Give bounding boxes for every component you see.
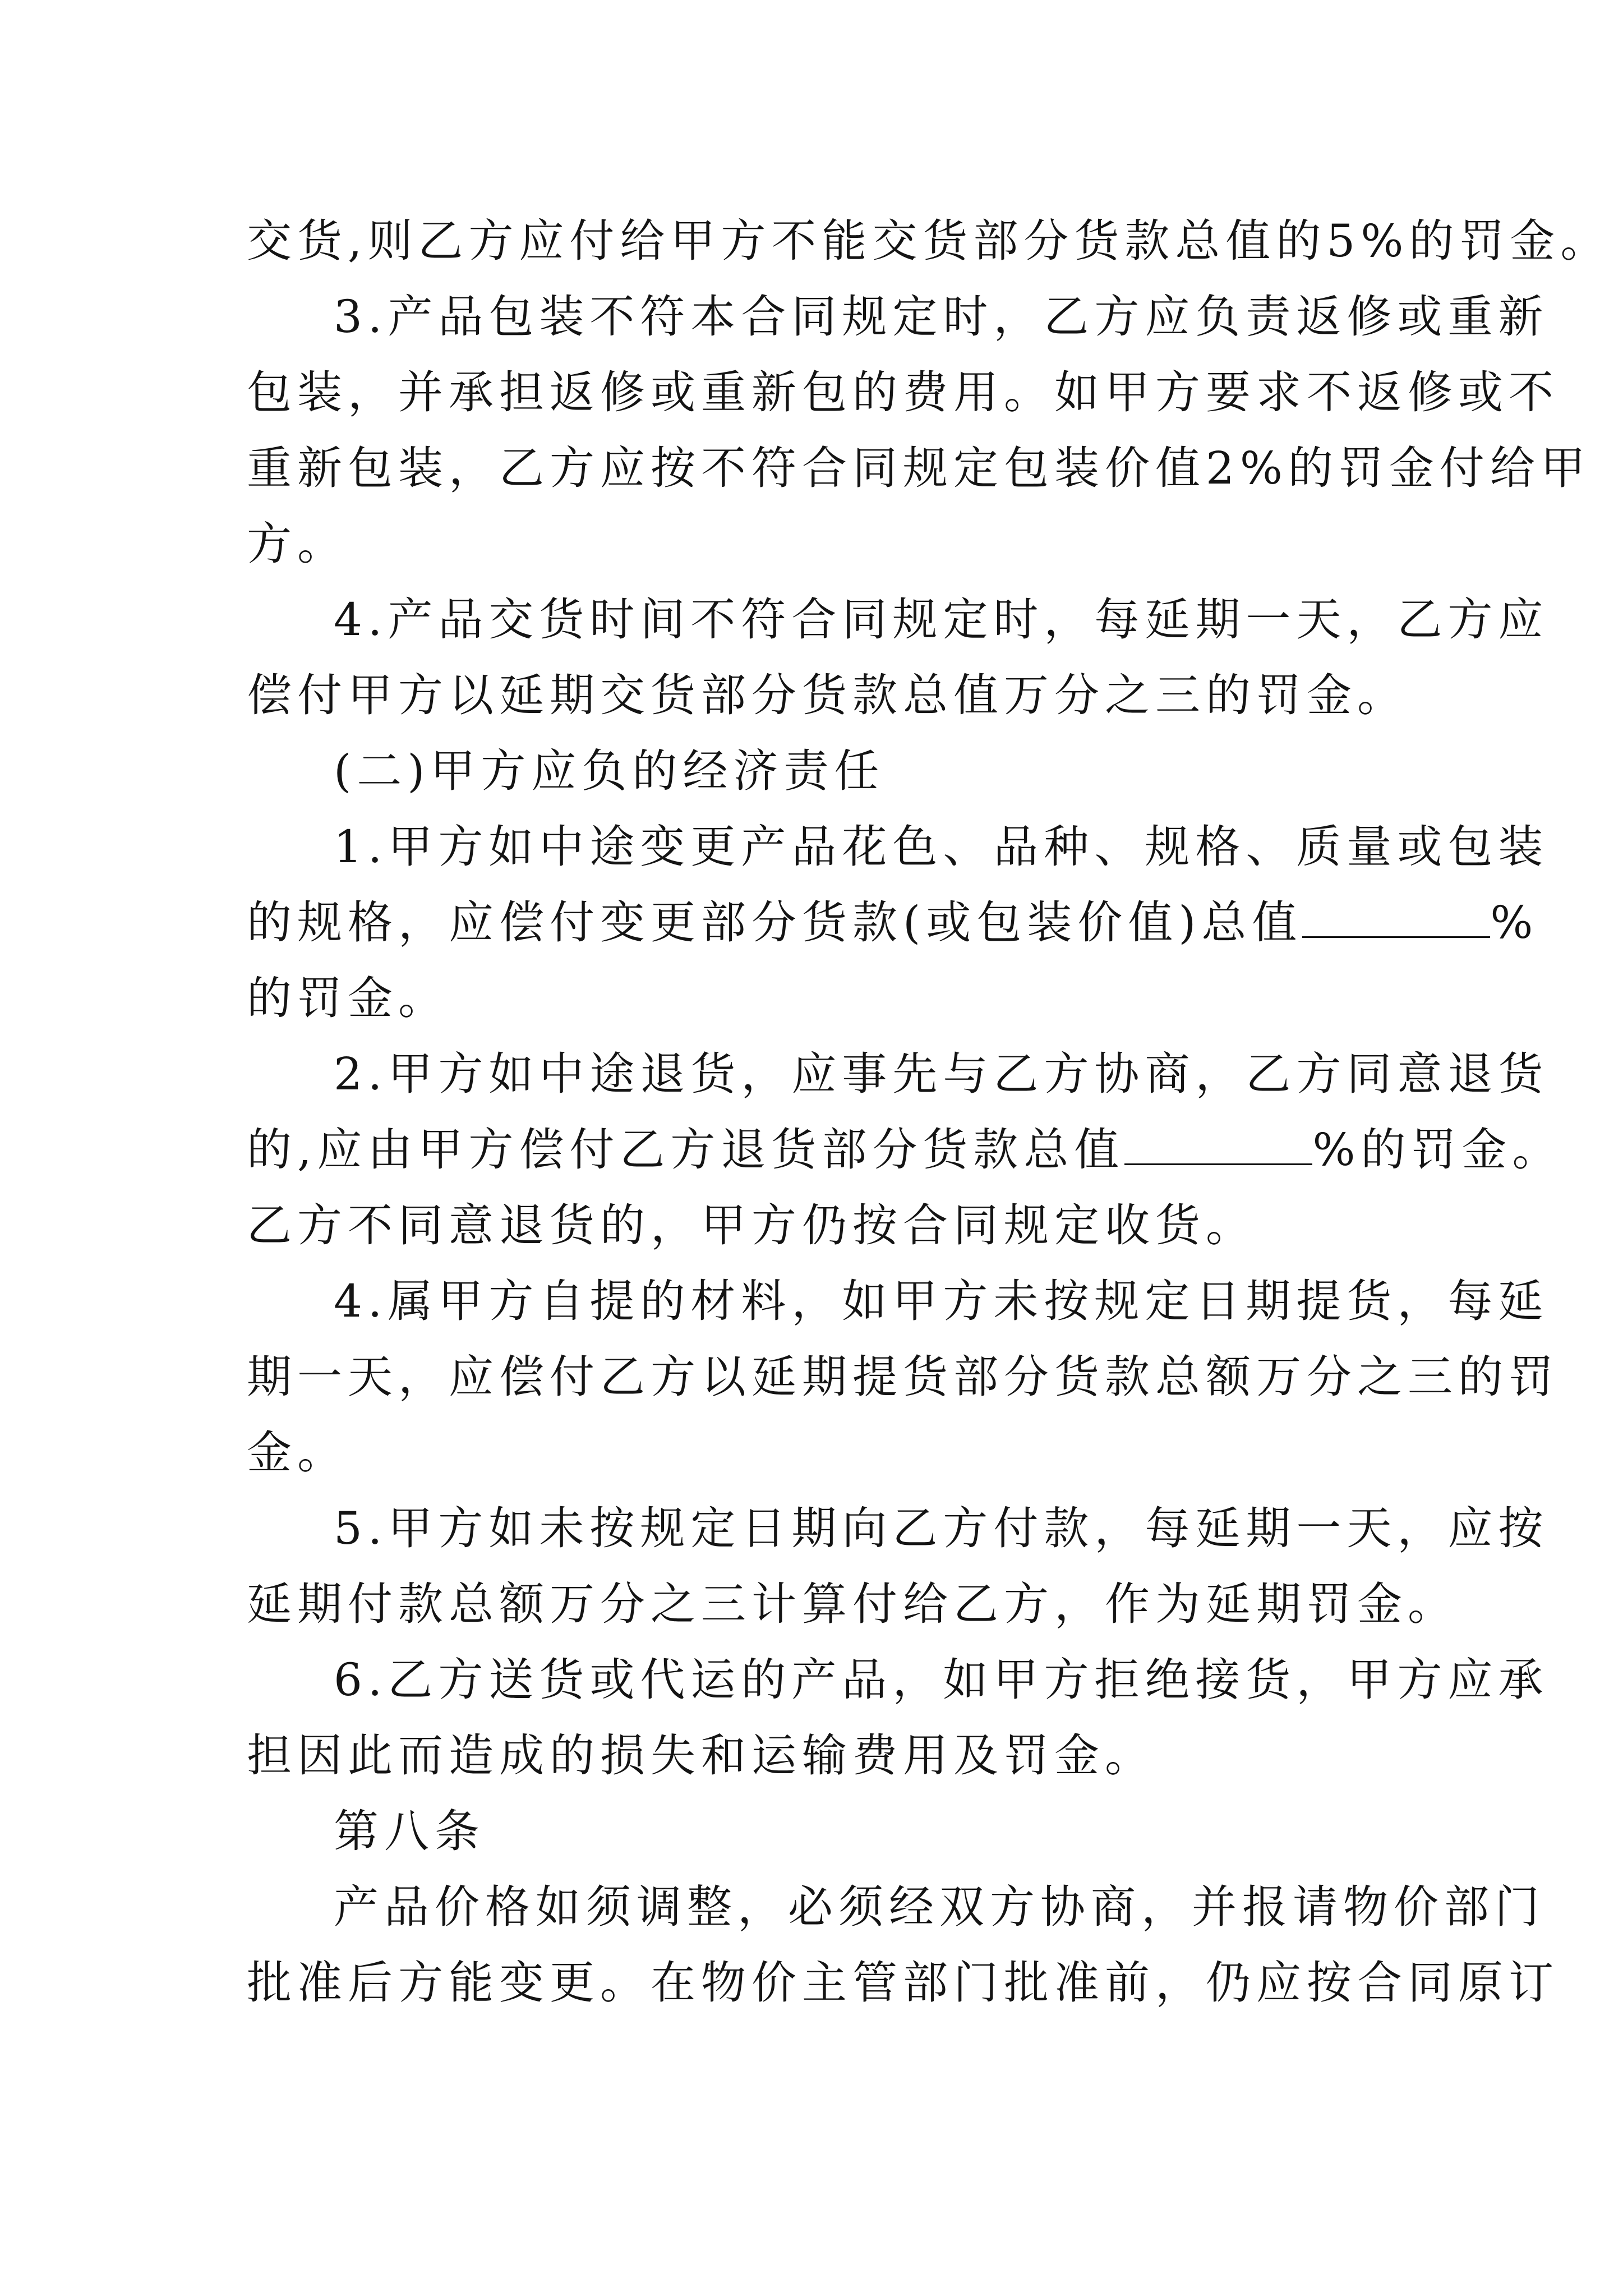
text-line: 批准后方能变更。在物价主管部门批准前，仍应按合同原订 <box>247 1957 1559 2009</box>
text-line: 乙方不同意退货的，甲方仍按合同规定收货。 <box>247 1199 1256 1251</box>
text-line: 偿付甲方以延期交货部分货款总值万分之三的罚金。 <box>247 669 1408 721</box>
text-line: 1.甲方如中途变更产品花色、品种、规格、质量或包装 <box>334 821 1549 873</box>
fill-in-blank <box>1302 901 1490 938</box>
text-line: 方。 <box>247 518 348 570</box>
text-line: 3.产品包装不符本合同规定时，乙方应负责返修或重新 <box>334 291 1549 343</box>
text-line: 期一天，应偿付乙方以延期提货部分货款总额万分之三的罚 <box>247 1351 1559 1403</box>
text-line: 金。 <box>247 1427 348 1479</box>
text-line: 担因此而造成的损失和运输费用及罚金。 <box>247 1729 1155 1782</box>
article-heading: 第八条 <box>334 1805 485 1857</box>
text-line: 包装，并承担返修或重新包的费用。如甲方要求不返修或不 <box>247 366 1559 418</box>
text-line: 4.属甲方自提的材料，如甲方未按规定日期提货，每延 <box>334 1275 1549 1327</box>
text-line <box>247 895 1538 951</box>
fill-in-blank <box>1124 1129 1312 1165</box>
section-heading: (二)甲方应负的经济责任 <box>334 745 885 797</box>
text-line: 的罚金。 <box>247 972 449 1024</box>
text-line: 2.甲方如中途退货，应事先与乙方协商，乙方同意退货 <box>334 1048 1549 1100</box>
text-fragment: 的规格，应偿付变更部分货款(或包装价值)总值 <box>247 896 1303 949</box>
text-line: 4.产品交货时间不符合同规定时，每延期一天，乙方应 <box>334 593 1549 646</box>
text-fragment: % <box>1490 896 1539 949</box>
text-fragment: 的,应由甲方偿付乙方退货部分货款总值 <box>247 1124 1125 1176</box>
text-line: 6.乙方送货或代运的产品，如甲方拒绝接货，甲方应承 <box>334 1654 1549 1706</box>
text-line: 交货,则乙方应付给甲方不能交货部分货款总值的5%的罚金。 <box>247 215 1611 267</box>
text-line <box>247 1122 1562 1178</box>
text-line: 延期付款总额万分之三计算付给乙方，作为延期罚金。 <box>247 1578 1458 1630</box>
text-line: 重新包装，乙方应按不符合同规定包装价值2%的罚金付给甲 <box>247 442 1591 494</box>
text-line: 产品价格如须调整，必须经双方协商，并报请物价部门 <box>334 1881 1545 1933</box>
text-line: 5.甲方如未按规定日期向乙方付款，每延期一天，应按 <box>334 1502 1549 1554</box>
text-fragment: %的罚金。 <box>1312 1124 1563 1176</box>
